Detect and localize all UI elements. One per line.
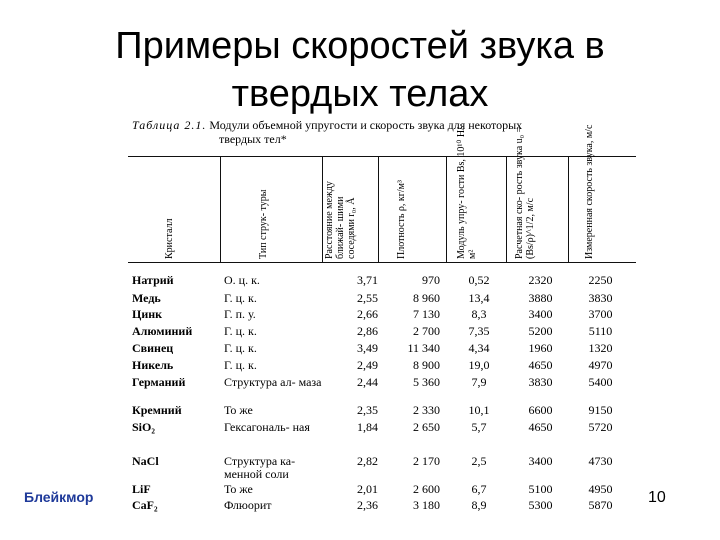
calc-speed-cell: 1960 — [528, 341, 553, 355]
structure-cell: Гексагональ- ная — [224, 420, 310, 434]
structure-cell: Г. ц. к. — [224, 358, 257, 372]
structure-cell: Г. ц. к. — [224, 324, 257, 338]
header-measured-speed: Измеренная скорость звука, м/с — [584, 124, 595, 259]
calc-speed-cell: 3830 — [528, 375, 553, 389]
density-cell: 8 900 — [413, 358, 440, 372]
calc-speed-cell: 2320 — [528, 273, 553, 287]
calc-speed-cell: 5300 — [528, 498, 553, 512]
header-crystal: Кристалл — [164, 218, 175, 259]
measured-speed-cell: 4730 — [588, 454, 613, 468]
structure-cell: Г. ц. к. — [224, 341, 257, 355]
author-name: Блейкмор — [24, 489, 94, 505]
structure-cell: Г. п. у. — [224, 307, 256, 321]
table-header-rule — [128, 262, 636, 263]
modulus-cell: 4,34 — [468, 341, 490, 355]
distance-cell: 3,49 — [357, 341, 378, 355]
density-cell: 11 340 — [407, 341, 440, 355]
structure-cell: О. ц. к. — [224, 273, 260, 287]
crystal-cell: NaCl — [132, 454, 159, 468]
modulus-cell: 19,0 — [468, 358, 490, 372]
calc-speed-cell: 3400 — [528, 454, 553, 468]
distance-cell: 2,55 — [357, 291, 378, 305]
header-neighbor-distance: Расстояние между ближай- шими соседями r₀, Å — [324, 181, 357, 259]
crystal-cell: Германий — [132, 375, 186, 389]
measured-speed-cell: 5400 — [588, 375, 613, 389]
modulus-cell: 7,9 — [471, 375, 487, 389]
modulus-cell: 6,7 — [471, 482, 487, 496]
density-cell: 2 170 — [413, 454, 440, 468]
calc-speed-cell: 3400 — [528, 307, 553, 321]
measured-speed-cell: 2250 — [588, 273, 613, 287]
distance-cell: 2,49 — [357, 358, 378, 372]
modulus-cell: 5,7 — [471, 420, 487, 434]
calc-speed-cell: 6600 — [528, 403, 553, 417]
structure-cell: То же — [224, 482, 253, 496]
crystal-cell: Никель — [132, 358, 174, 372]
distance-cell: 2,86 — [357, 324, 378, 338]
crystal-cell: Цинк — [132, 307, 163, 321]
crystal-cell: CaF₂ — [132, 498, 158, 512]
column-divider — [322, 157, 323, 262]
header-structure: Тип струк- туры — [258, 189, 269, 259]
measured-speed-cell: 4950 — [588, 482, 613, 496]
modulus-cell: 2,5 — [471, 454, 487, 468]
structure-cell: Флюорит — [224, 498, 272, 512]
modulus-cell: 10,1 — [468, 403, 490, 417]
calc-speed-cell: 4650 — [528, 358, 553, 372]
crystal-cell: Медь — [132, 291, 161, 305]
column-divider — [446, 157, 447, 262]
distance-cell: 3,71 — [357, 273, 378, 287]
measured-speed-cell: 5720 — [588, 420, 613, 434]
measured-speed-cell: 1320 — [588, 341, 613, 355]
crystal-cell: LiF — [132, 482, 151, 496]
distance-cell: 2,44 — [357, 375, 378, 389]
measured-speed-cell: 4970 — [588, 358, 613, 372]
density-cell: 5 360 — [413, 375, 440, 389]
crystal-cell: Свинец — [132, 341, 174, 355]
density-cell: 2 650 — [413, 420, 440, 434]
density-cell: 7 130 — [413, 307, 440, 321]
distance-cell: 2,82 — [357, 454, 378, 468]
distance-cell: 1,84 — [357, 420, 378, 434]
table-caption-label: Таблица 2.1. — [132, 118, 207, 132]
page-number: 10 — [648, 489, 666, 506]
distance-cell: 2,35 — [357, 403, 378, 417]
slide-title: Примеры скоростей звука в твердых телах — [115, 25, 605, 115]
structure-cell: Структура ал- маза — [224, 375, 322, 389]
density-cell: 2 330 — [413, 403, 440, 417]
column-divider — [568, 157, 569, 262]
density-cell: 2 700 — [413, 324, 440, 338]
measured-speed-cell: 5870 — [588, 498, 613, 512]
structure-cell: Структура ка- менной соли — [224, 454, 296, 481]
structure-cell: То же — [224, 403, 253, 417]
header-density: Плотность ρ, кг/м³ — [396, 180, 407, 259]
header-bulk-modulus: Модуль упру- гости Bs, 10¹⁰ Н/м² — [456, 127, 478, 259]
table-caption-continuation: твердых тел* — [219, 132, 287, 146]
header-calculated-speed: Расчетная ско- рость звука u₀ = (Bs/ρ)^1/2, м/с — [514, 126, 536, 259]
distance-cell: 2,36 — [357, 498, 378, 512]
measured-speed-cell: 3700 — [588, 307, 613, 321]
crystal-cell: Натрий — [132, 273, 174, 287]
calc-speed-cell: 4650 — [528, 420, 553, 434]
modulus-cell: 8,3 — [471, 307, 487, 321]
distance-cell: 2,66 — [357, 307, 378, 321]
modulus-cell: 8,9 — [471, 498, 487, 512]
density-cell: 8 960 — [413, 291, 440, 305]
measured-speed-cell: 5110 — [588, 324, 613, 338]
crystal-cell: SiO₂ — [132, 420, 155, 434]
column-divider — [506, 157, 507, 262]
column-divider — [220, 157, 221, 262]
measured-speed-cell: 9150 — [588, 403, 613, 417]
crystal-cell: Кремний — [132, 403, 182, 417]
density-cell: 2 600 — [413, 482, 440, 496]
modulus-cell: 7,35 — [468, 324, 490, 338]
modulus-cell: 0,52 — [468, 273, 490, 287]
scanned-table — [120, 112, 650, 527]
density-cell: 970 — [422, 273, 440, 287]
distance-cell: 2,01 — [357, 482, 378, 496]
modulus-cell: 13,4 — [468, 291, 490, 305]
table-caption-text: Модули объемной упругости и скорость звука для некоторых — [209, 118, 523, 132]
column-divider — [378, 157, 379, 262]
calc-speed-cell: 5200 — [528, 324, 553, 338]
calc-speed-cell: 3880 — [528, 291, 553, 305]
density-cell: 3 180 — [413, 498, 440, 512]
measured-speed-cell: 3830 — [588, 291, 613, 305]
structure-cell: Г. ц. к. — [224, 291, 257, 305]
crystal-cell: Алюминий — [132, 324, 193, 338]
calc-speed-cell: 5100 — [528, 482, 553, 496]
